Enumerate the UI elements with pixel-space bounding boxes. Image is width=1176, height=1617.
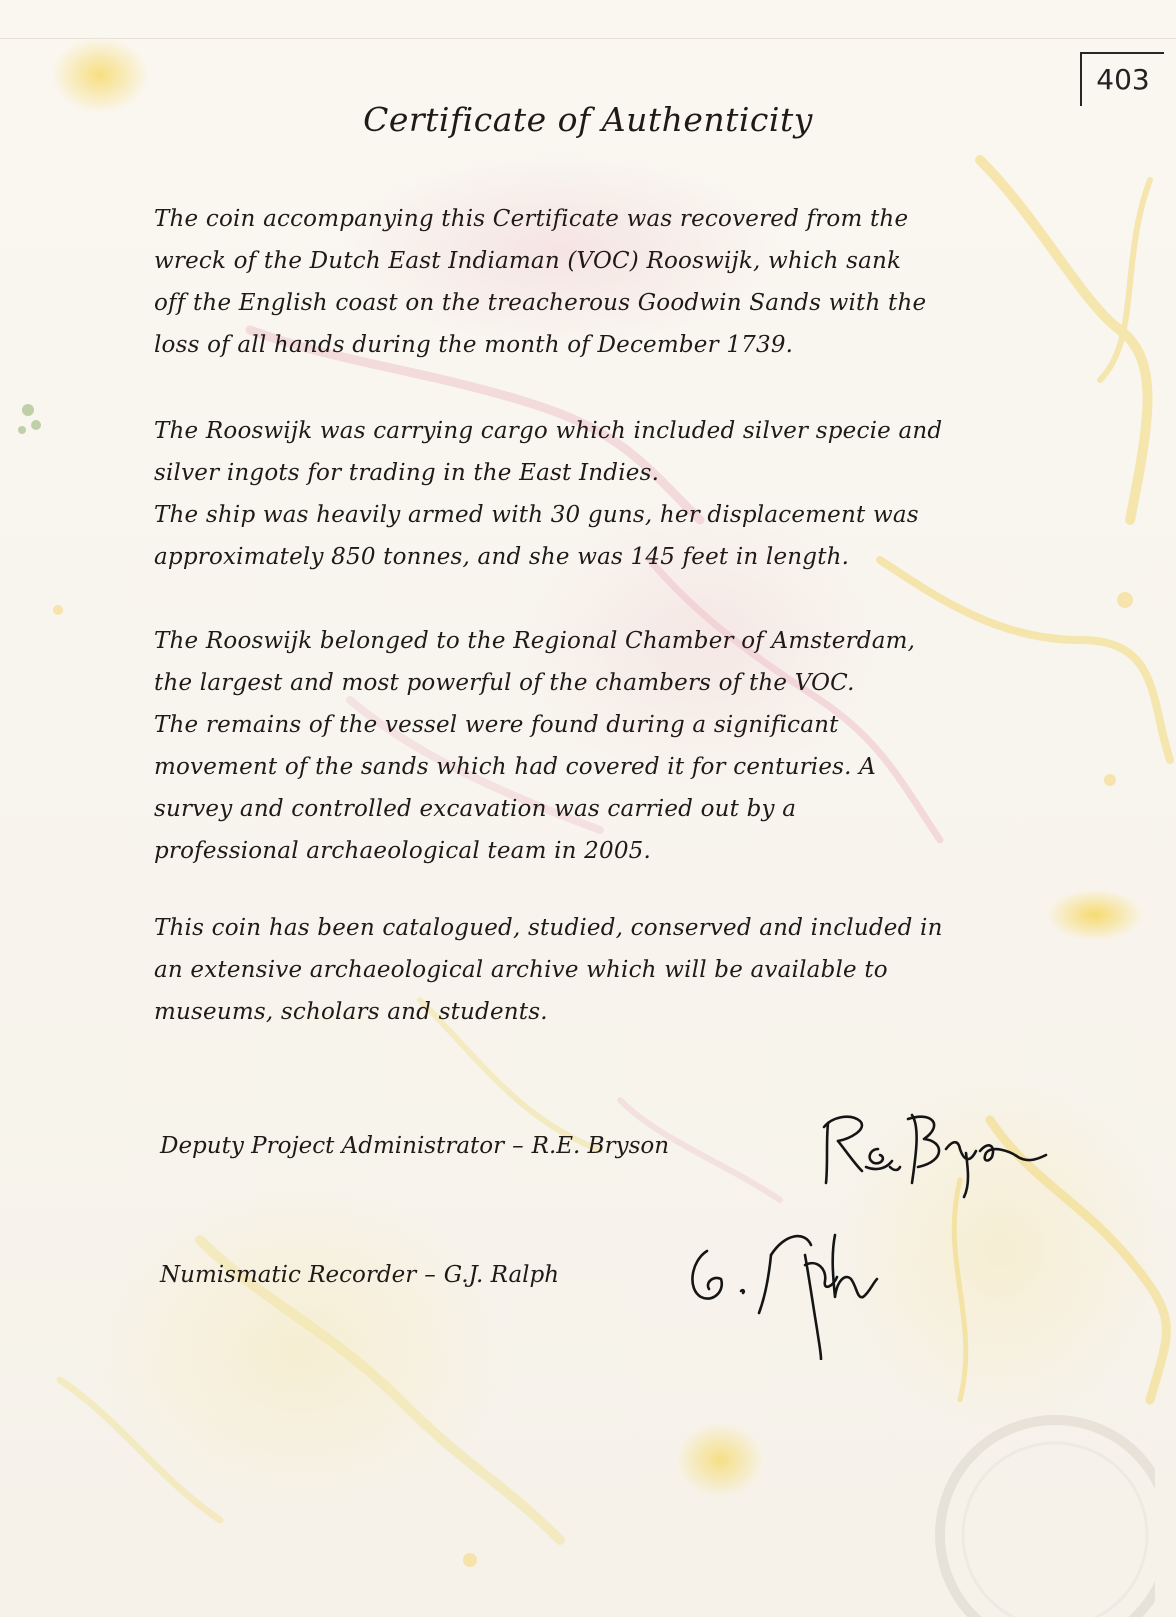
paragraph-line: professional archaeological team in 2005.: [154, 838, 652, 864]
signatory-name: R.E. Bryson: [531, 1133, 670, 1159]
scan-edge-line: [0, 38, 1176, 39]
signature-ralph: [685, 1225, 915, 1360]
paragraph-line: approximately 850 tonnes, and she was 145 feet in length.: [154, 544, 850, 570]
paragraph-history: [154, 620, 1014, 872]
paragraph-line: This coin has been catalogued, studied, conserved and included in: [154, 915, 943, 941]
signatory-dash: –: [424, 1262, 436, 1288]
signatory-role: Deputy Project Administrator: [160, 1133, 505, 1159]
paragraph-line: off the English coast on the treacherous Goodwin Sands with the: [154, 290, 927, 316]
embossed-seal-stamp: [915, 1395, 1155, 1617]
certificate-title: Certificate of Authenticity: [363, 100, 813, 139]
paragraph-archive: [154, 907, 1034, 1033]
signatory-deputy-administrator: [160, 1133, 669, 1159]
paragraph-line: wreck of the Dutch East Indiaman (VOC) Rooswijk, which sank: [154, 248, 902, 274]
paragraph-line: an extensive archaeological archive which will be available to: [154, 957, 888, 983]
paragraph-line: The coin accompanying this Certificate was recovered from the: [154, 206, 909, 232]
paragraph-line: The remains of the vessel were found during a significant: [154, 712, 839, 738]
paragraph-line: The ship was heavily armed with 30 guns, her displacement was: [154, 502, 919, 528]
signatory-role: Numismatic Recorder: [160, 1262, 417, 1288]
signature-bryson: [820, 1105, 1050, 1200]
paragraph-line: movement of the sands which had covered it for centuries. A: [154, 754, 876, 780]
paragraph-line: loss of all hands during the month of December 1739.: [154, 332, 794, 358]
signatory-name: G.J. Ralph: [443, 1262, 560, 1288]
signatory-numismatic-recorder: [160, 1262, 559, 1288]
paragraph-line: museums, scholars and students.: [154, 999, 548, 1025]
paragraph-line: the largest and most powerful of the chambers of the VOC.: [154, 670, 855, 696]
paragraph-recovery: [154, 198, 1034, 366]
paragraph-line: survey and controlled excavation was carried out by a: [154, 796, 797, 822]
paragraph-line: The Rooswijk was carrying cargo which included silver specie and: [154, 418, 943, 444]
page-number-label: 403: [1080, 52, 1164, 106]
paragraph-line: The Rooswijk belonged to the Regional Chamber of Amsterdam,: [154, 628, 916, 654]
paragraph-line: silver ingots for trading in the East Indies.: [154, 460, 660, 486]
paragraph-cargo: [154, 410, 1034, 578]
signatory-dash: –: [512, 1133, 524, 1159]
